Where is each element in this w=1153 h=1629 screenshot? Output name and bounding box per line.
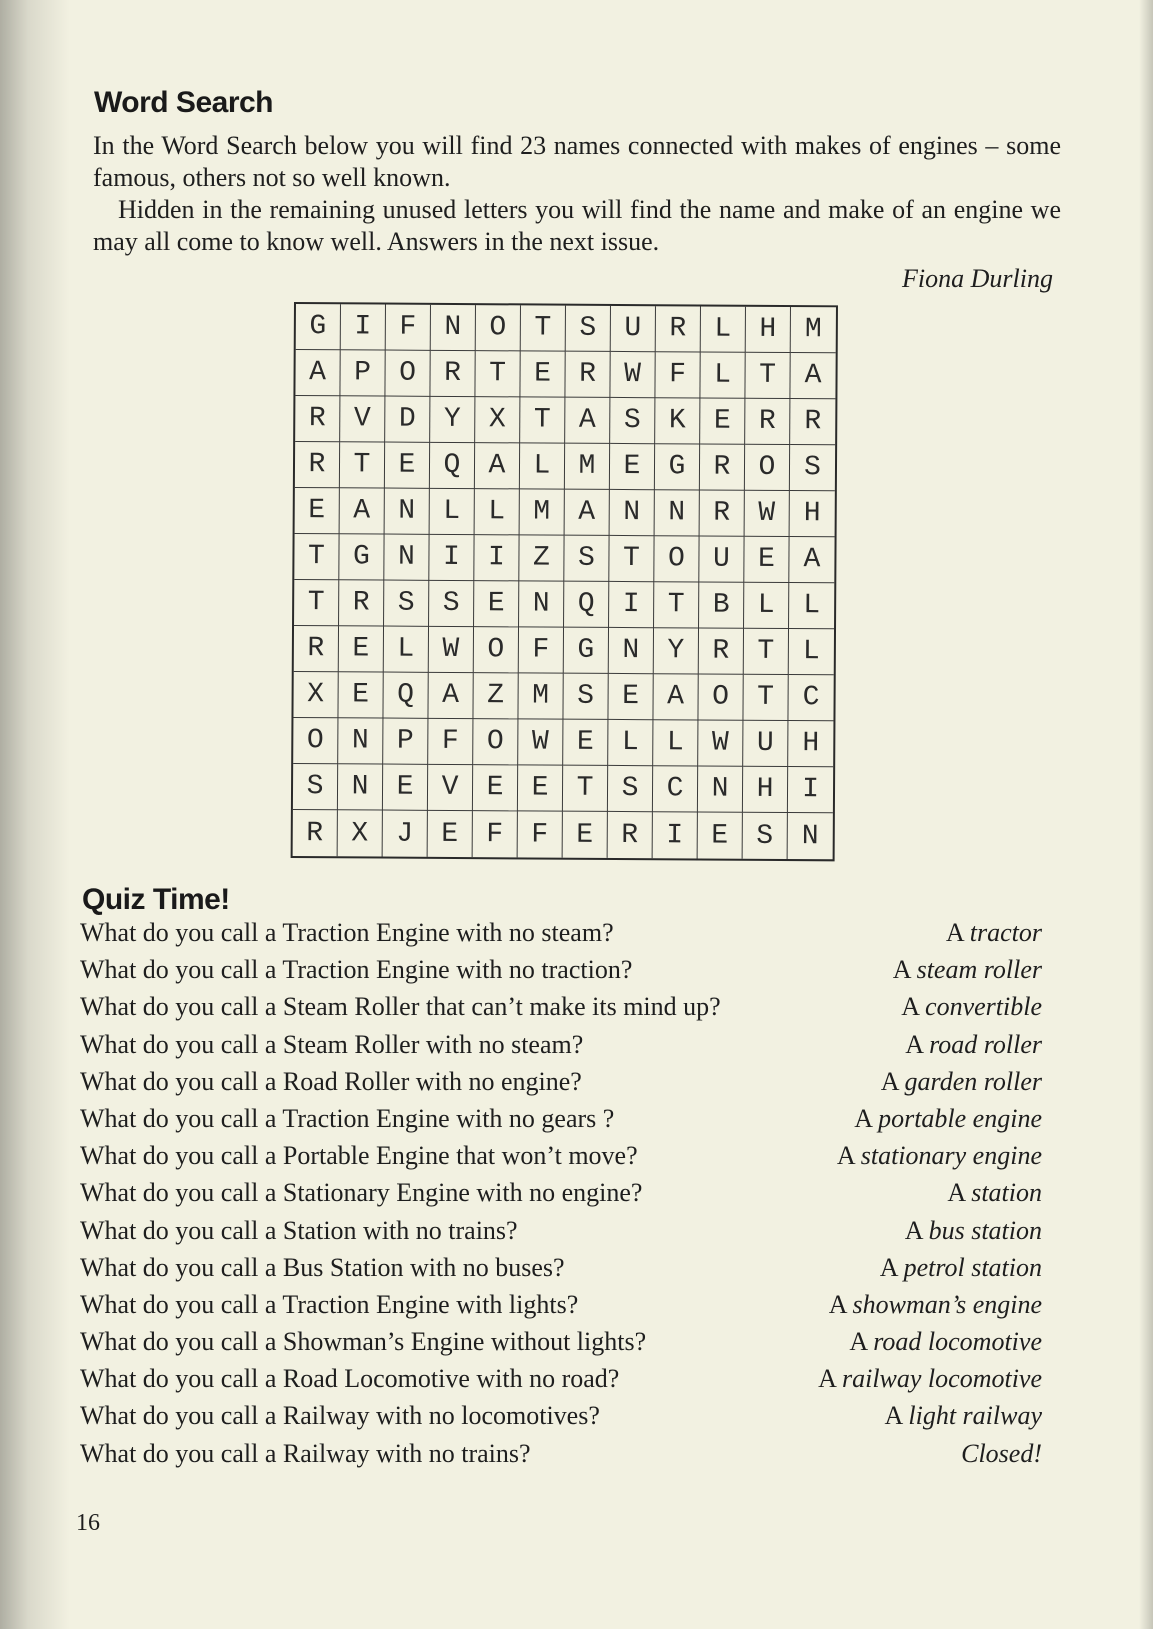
grid-cell: A (653, 674, 698, 720)
grid-cell: L (700, 352, 745, 398)
word-search-grid (291, 302, 838, 861)
grid-cell: H (790, 491, 835, 537)
grid-cell: M (518, 673, 563, 719)
grid-cell: R (790, 399, 835, 445)
grid-cell: L (744, 583, 789, 629)
grid-cell: O (698, 674, 743, 720)
quiz-item (80, 1104, 1042, 1141)
grid-cell: U (611, 306, 656, 352)
quiz-answer-text: convertible (925, 992, 1042, 1022)
grid-cell: O (385, 351, 430, 397)
grid-cell: E (518, 765, 563, 811)
grid-cell: N (431, 305, 476, 351)
grid-cell: R (745, 399, 790, 445)
quiz-question: What do you call a Steam Roller that can’t make its mind up? (80, 992, 721, 1022)
grid-cell: S (563, 674, 608, 720)
quiz-answer-text: station (971, 1178, 1042, 1208)
grid-cell: R (295, 396, 340, 442)
grid-cell: E (473, 765, 518, 811)
grid-cell: Z (519, 535, 564, 581)
quiz-answer-text: petrol station (903, 1252, 1042, 1282)
grid-cell: I (341, 304, 386, 350)
grid-cell: A (565, 398, 610, 444)
grid-cell: F (473, 811, 518, 857)
quiz-answer-text: showman’s engine (852, 1289, 1042, 1319)
quiz-item (80, 1290, 1042, 1327)
grid-cell: P (340, 350, 385, 396)
grid-cell: O (476, 305, 521, 351)
grid-cell: H (743, 767, 788, 813)
grid-cell: I (609, 582, 654, 628)
grid-cell: W (698, 720, 743, 766)
quiz-answer-article: A (901, 992, 919, 1022)
word-search-heading: Word Search (94, 86, 273, 119)
quiz-answer-text: Closed! (961, 1438, 1042, 1468)
quiz-question: What do you call a Railway with no locomotives? (80, 1401, 600, 1431)
grid-cell: N (519, 581, 564, 627)
quiz-question: What do you call a Road Locomotive with no road? (80, 1364, 620, 1394)
grid-cell: E (383, 765, 428, 811)
grid-cell: S (608, 766, 653, 812)
quiz-answer (901, 992, 1042, 1022)
grid-cell: M (791, 307, 836, 353)
grid-cell: Q (564, 582, 609, 628)
grid-cell: S (564, 536, 609, 582)
grid-cell: E (610, 444, 655, 490)
grid-cell: R (565, 352, 610, 398)
grid-cell: R (430, 351, 475, 397)
grid-cell: U (699, 536, 744, 582)
quiz-answer (818, 1364, 1042, 1394)
quiz-answer-text: bus station (928, 1215, 1042, 1245)
grid-cell: M (565, 444, 610, 490)
grid-cell: R (295, 442, 340, 488)
quiz-answer-article: A (884, 1401, 902, 1431)
grid-cell: L (384, 627, 429, 673)
grid-cell: R (294, 626, 339, 672)
grid-cell: F (518, 811, 563, 857)
quiz-question: What do you call a Traction Engine with lights? (80, 1289, 579, 1319)
grid-cell: X (338, 810, 383, 856)
quiz-answer-article: A (945, 918, 964, 947)
quiz-list (80, 918, 1042, 1476)
grid-cell: T (294, 534, 339, 580)
grid-cell: F (428, 719, 473, 765)
quiz-question: What do you call a Bus Station with no buses? (80, 1252, 565, 1282)
grid-cell: Y (430, 397, 475, 443)
grid-cell: O (293, 718, 338, 764)
grid-cell: O (654, 536, 699, 582)
quiz-answer-text: road roller (929, 1029, 1042, 1059)
grid-cell: L (789, 583, 834, 629)
grid-cell: X (293, 672, 338, 718)
grid-cell: A (565, 490, 610, 536)
quiz-answer-article: A (879, 1252, 898, 1282)
grid-cell: E (520, 351, 565, 397)
grid-cell: S (743, 813, 788, 859)
grid-cell: T (743, 675, 788, 721)
quiz-item (80, 918, 1042, 955)
quiz-question: What do you call a Stationary Engine with no engine? (80, 1178, 643, 1208)
grid-cell: F (655, 352, 700, 398)
grid-cell: A (790, 353, 835, 399)
grid-cell: W (429, 627, 474, 673)
grid-cell: S (429, 581, 474, 627)
quiz-question: What do you call a Railway with no trains? (80, 1438, 531, 1468)
intro-paragraph-1: In the Word Search below you will find 23 names connected with makes of engines – some famous, others not so well known. (93, 131, 1061, 192)
quiz-answer-text: portable engine (878, 1103, 1042, 1133)
word-search-intro (93, 130, 1061, 258)
grid-cell: P (383, 719, 428, 765)
quiz-answer-article: A (947, 1178, 965, 1208)
grid-cell: G (296, 304, 341, 350)
quiz-answer (880, 1253, 1042, 1283)
grid-cell: S (566, 306, 611, 352)
grid-cell: L (430, 489, 475, 535)
quiz-answer-article: A (854, 1103, 872, 1133)
grid-cell: T (521, 305, 566, 351)
quiz-question: What do you call a Traction Engine with no gears ? (80, 1103, 615, 1133)
grid-cell: I (788, 767, 833, 813)
grid-cell: W (610, 352, 655, 398)
quiz-item (80, 1401, 1042, 1438)
quiz-answer-text: road locomotive (873, 1327, 1042, 1357)
quiz-answer-article: A (904, 1215, 923, 1245)
quiz-answer-article: A (892, 955, 911, 985)
quiz-answer-article: A (836, 1141, 855, 1171)
grid-cell: N (609, 628, 654, 674)
quiz-answer-article: A (905, 1029, 923, 1059)
grid-cell: I (429, 535, 474, 581)
grid-cell: E (385, 443, 430, 489)
grid-cell: R (700, 444, 745, 490)
quiz-answer-text: stationary engine (860, 1141, 1042, 1171)
grid-cell: E (700, 398, 745, 444)
grid-cell: V (428, 765, 473, 811)
grid-cell: T (294, 580, 339, 626)
grid-cell: O (474, 627, 519, 673)
grid-cell: N (655, 490, 700, 536)
grid-cell: R (699, 628, 744, 674)
grid-cell: E (428, 811, 473, 857)
grid-cell: X (475, 397, 520, 443)
grid-cell: F (386, 305, 431, 351)
grid-cell: R (608, 812, 653, 858)
grid-cell: T (654, 582, 699, 628)
grid-cell: E (563, 720, 608, 766)
grid-cell: N (698, 766, 743, 812)
quiz-answer (946, 918, 1042, 948)
grid-cell: E (563, 812, 608, 858)
grid-cell: J (383, 811, 428, 857)
grid-cell: R (339, 580, 384, 626)
grid-cell: E (744, 537, 789, 583)
quiz-answer-text: railway locomotive (841, 1364, 1042, 1394)
grid-cell: K (655, 398, 700, 444)
grid-cell: R (293, 810, 338, 856)
grid-cell: A (340, 488, 385, 534)
grid-cell: S (790, 445, 835, 491)
grid-cell: G (564, 628, 609, 674)
quiz-question: What do you call a Steam Roller with no steam? (80, 1029, 584, 1059)
grid-cell: S (293, 764, 338, 810)
quiz-item (80, 1067, 1042, 1104)
quiz-question: What do you call a Showman’s Engine without lights? (80, 1327, 647, 1357)
grid-cell: N (610, 490, 655, 536)
grid-cell: O (745, 445, 790, 491)
grid-cell: T (745, 353, 790, 399)
quiz-question: What do you call a Road Roller with no engine? (80, 1066, 582, 1096)
quiz-answer (854, 1104, 1042, 1134)
grid-cell: N (338, 718, 383, 764)
grid-cell: N (338, 764, 383, 810)
grid-cell: H (746, 307, 791, 353)
grid-cell: C (788, 675, 833, 721)
grid-cell: Q (430, 443, 475, 489)
quiz-item (80, 1253, 1042, 1290)
grid-cell: E (339, 626, 384, 672)
grid-cell: T (520, 397, 565, 443)
grid-cell: G (655, 444, 700, 490)
page-gutter-shadow (0, 0, 70, 1629)
quiz-answer (905, 1216, 1042, 1246)
grid-cell: I (653, 812, 698, 858)
grid-cell: T (744, 629, 789, 675)
quiz-heading: Quiz Time! (82, 883, 230, 916)
grid-cell: B (699, 582, 744, 628)
grid-cell: E (295, 488, 340, 534)
page-edge-shadow (1139, 0, 1153, 1629)
quiz-item (80, 1216, 1042, 1253)
quiz-question: What do you call a Traction Engine with no traction? (80, 955, 633, 985)
grid-cell: L (701, 306, 746, 352)
grid-cell: O (473, 719, 518, 765)
quiz-answer-article: A (880, 1066, 899, 1096)
quiz-item (80, 1141, 1042, 1178)
grid-cell: A (428, 673, 473, 719)
quiz-item (80, 1178, 1042, 1215)
grid-cell: L (608, 720, 653, 766)
grid-cell: D (385, 397, 430, 443)
page-number: 16 (76, 1510, 100, 1536)
grid-cell: S (610, 398, 655, 444)
grid-cell: S (384, 581, 429, 627)
grid-cell: Z (473, 673, 518, 719)
grid-cell: L (789, 629, 834, 675)
quiz-answer (885, 1401, 1042, 1431)
quiz-answer-text: garden roller (904, 1066, 1042, 1096)
author-name: Fiona Durling (902, 264, 1053, 293)
grid-cell: Y (654, 628, 699, 674)
grid-cell: T (340, 442, 385, 488)
grid-cell: L (520, 443, 565, 489)
grid-cell: W (518, 719, 563, 765)
quiz-item (80, 1327, 1042, 1364)
grid-cell: A (295, 350, 340, 396)
grid-cell: I (474, 535, 519, 581)
quiz-answer (961, 1439, 1042, 1469)
quiz-item (80, 1439, 1042, 1476)
grid-cell: E (608, 674, 653, 720)
grid-cell: T (475, 351, 520, 397)
grid-cell: N (384, 535, 429, 581)
quiz-answer (881, 1067, 1042, 1097)
grid-cell: F (519, 627, 564, 673)
quiz-item (80, 955, 1042, 992)
quiz-answer-text: tractor (969, 918, 1042, 947)
quiz-answer (837, 1141, 1042, 1171)
quiz-answer-text: steam roller (916, 955, 1042, 985)
quiz-item (80, 1364, 1042, 1401)
quiz-answer (905, 1030, 1042, 1060)
grid-cell: A (475, 443, 520, 489)
grid-cell: N (801, 820, 819, 852)
grid-cell: N (385, 489, 430, 535)
quiz-answer (893, 955, 1042, 985)
grid-cell: Q (383, 673, 428, 719)
grid-cell: A (789, 537, 834, 583)
quiz-question: What do you call a Station with no trains? (80, 1215, 518, 1245)
grid-cell: T (563, 766, 608, 812)
quiz-item (80, 1030, 1042, 1067)
quiz-answer-article: A (828, 1289, 847, 1319)
quiz-question: What do you call a Portable Engine that won’t move? (80, 1141, 638, 1171)
grid-cell: M (520, 489, 565, 535)
grid-cell: E (338, 672, 383, 718)
grid-cell: R (656, 306, 701, 352)
quiz-question: What do you call a Traction Engine with no steam? (80, 918, 614, 947)
quiz-answer-text: light railway (908, 1401, 1042, 1431)
quiz-answer-article: A (818, 1364, 836, 1394)
grid-cell: L (653, 720, 698, 766)
grid-cell: E (698, 812, 743, 858)
grid-cell: V (340, 396, 385, 442)
grid-cell: U (743, 721, 788, 767)
grid-cell: H (788, 721, 833, 767)
quiz-answer-article: A (849, 1327, 867, 1357)
grid-cell: T (609, 536, 654, 582)
grid-cell: C (653, 766, 698, 812)
grid-cell: R (700, 490, 745, 536)
quiz-answer (947, 1178, 1042, 1208)
grid-cell: E (474, 581, 519, 627)
grid-cell: G (339, 534, 384, 580)
quiz-item (80, 992, 1042, 1029)
intro-paragraph-2: Hidden in the remaining unused letters you will find the name and make of an engine we may all come to know well. Answers in the next issue. (93, 195, 1061, 256)
quiz-answer (829, 1290, 1042, 1320)
grid-cell: W (745, 491, 790, 537)
quiz-answer (849, 1327, 1042, 1357)
grid-cell: L (475, 489, 520, 535)
